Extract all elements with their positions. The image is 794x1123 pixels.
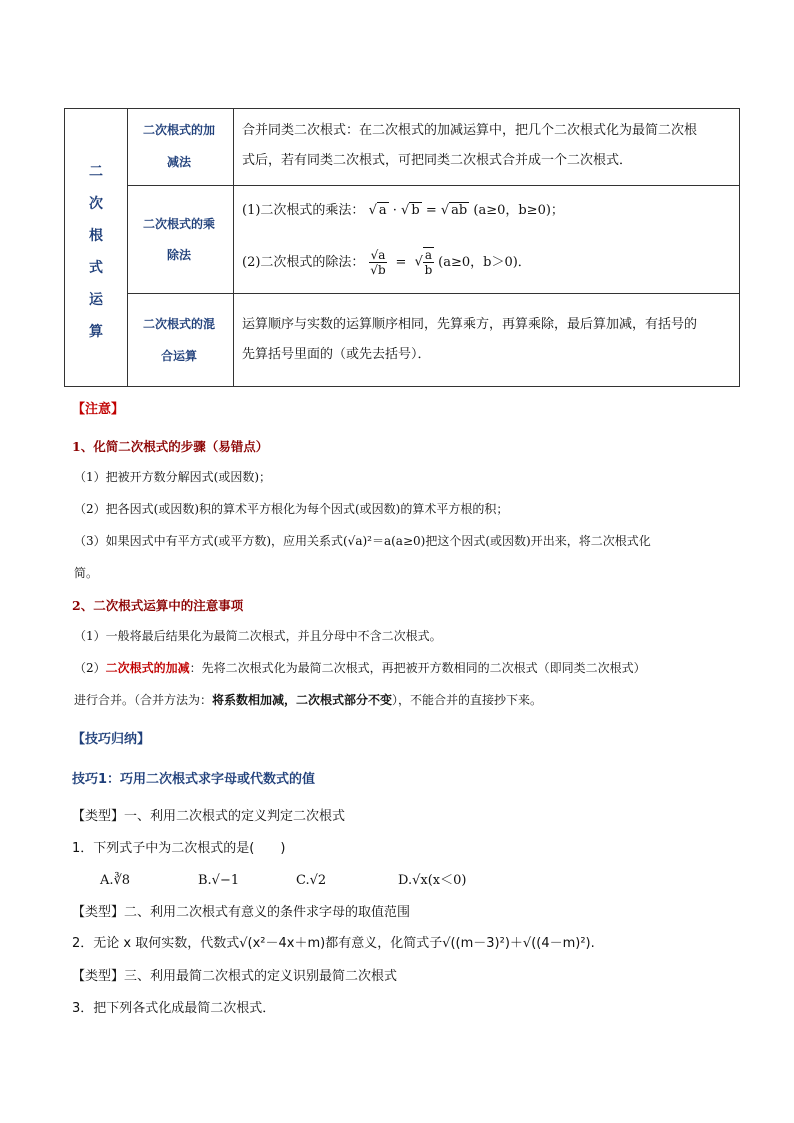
- rule-prefix: (2)二次根式的除法：: [242, 254, 365, 270]
- note-line: [74, 691, 542, 709]
- note-text: ：先将二次根式化为最简二次根式，再把被开方数相同的二次根式（即同类二次根式）: [189, 661, 646, 675]
- rule-condition: (a≥0，b≥0)；: [473, 203, 564, 218]
- row-subtitle: 减法: [166, 155, 191, 169]
- rule-prefix: (1)二次根式的乘法：: [242, 203, 365, 218]
- equals-sign: =: [395, 254, 407, 270]
- note-highlight: 将系数相加减，二次根式部分不变: [212, 693, 393, 707]
- row-subtitle: 二次根式的加: [142, 123, 215, 137]
- row-content: 式后，若有同类二次根式，可把同类二次根式合并成一个二次根式．: [242, 153, 633, 168]
- notes-header: 【注意】: [72, 402, 125, 417]
- row-subtitle: 二次根式的混: [142, 317, 215, 331]
- note-item-title: 2、二次根式运算中的注意事项: [72, 598, 244, 613]
- note-line: （1）一般将最后结果化为最简二次根式，并且分母中不含二次根式。: [74, 629, 442, 643]
- skills-header: 【技巧归纳】: [72, 732, 151, 747]
- note-line: 简。: [74, 566, 99, 580]
- note-line: [74, 659, 646, 677]
- question-type: 【类型】二、利用二次根式有意义的条件求字母的取值范围: [72, 905, 411, 920]
- table-divider: [127, 293, 739, 294]
- denominator: b: [377, 262, 386, 277]
- numerator: a: [424, 248, 433, 262]
- category-char: 根: [89, 228, 103, 244]
- row-subtitle: 除法: [166, 248, 191, 262]
- category-char: 二: [89, 164, 103, 180]
- row-content: 合并同类二次根式：在二次根式的加减运算中，把几个二次根式化为最简二次根: [242, 123, 698, 138]
- sqrt-ab: √ ab: [440, 203, 468, 218]
- question-type: 【类型】一、利用二次根式的定义判定二次根式: [72, 809, 346, 824]
- dot-operator: ·: [392, 203, 397, 218]
- option-d: D.√x(x＜0): [398, 873, 467, 888]
- row-subtitle: 二次根式的乘: [142, 217, 215, 231]
- division-rule: [242, 247, 531, 278]
- row-subtitle: 合运算: [160, 349, 197, 363]
- category-char: 式: [89, 260, 103, 276]
- sqrt-b: √ b: [401, 203, 420, 218]
- table-divider: [127, 185, 739, 186]
- denominator: b: [424, 263, 433, 277]
- note-line: （3）如果因式中有平方式(或平方数)，应用关系式(√a)²＝a(a≥0)把这个因式(或因数)开出来，将二次根式化: [74, 534, 651, 548]
- rule-condition: (a≥0，b＞0)．: [438, 254, 531, 270]
- question-3: 3．把下列各式化成最简二次根式．: [72, 1001, 276, 1016]
- category-char: 算: [89, 324, 103, 340]
- option-a: A.∛8: [100, 873, 131, 888]
- category-char: 运: [89, 292, 103, 308]
- note-line: （1）把被开方数分解因式(或因数)；: [74, 470, 271, 484]
- question-type: 【类型】三、利用最简二次根式的定义识别最简二次根式: [72, 969, 398, 984]
- table-divider: [233, 109, 234, 386]
- row-content: 先算括号里面的（或先去括号）．: [242, 347, 431, 362]
- note-highlight: 二次根式的加减: [105, 661, 190, 675]
- equals-sign: =: [425, 203, 437, 218]
- question-2: 2．无论 x 取何实数，代数式√(x²－4x＋m)都有意义，化简式子√((m－3)²)＋√((4－m)²).: [72, 936, 595, 951]
- fraction-sqrt: $\frac{√a}{√b}$: [370, 247, 386, 277]
- option-b: B.√−1: [198, 873, 240, 888]
- summary-table: [64, 108, 740, 387]
- note-prefix: （2）: [74, 661, 106, 675]
- multiplication-rule: [242, 196, 564, 226]
- sqrt-fraction: √ $\frac{a}{b}$: [414, 248, 433, 277]
- numerator: a: [378, 247, 386, 262]
- category-char: 次: [89, 196, 103, 212]
- note-text: 进行合并。（合并方法为：: [74, 693, 213, 707]
- option-c: C.√2: [296, 873, 327, 888]
- sqrt-a: √ a: [368, 203, 387, 218]
- table-divider: [127, 109, 128, 386]
- question-1: 1．下列式子中为二次根式的是( ): [72, 841, 286, 856]
- note-line: （2）把各因式(或因数)积的算术平方根化为每个因式(或因数)的算术平方根的积；: [74, 502, 509, 516]
- note-item-title: 1、化简二次根式的步骤（易错点）: [72, 439, 269, 454]
- skill-title: 技巧1：巧用二次根式求字母或代数式的值: [72, 772, 316, 787]
- note-text: ），不能合并的直接抄下来。: [392, 693, 543, 707]
- row-content: 运算顺序与实数的运算顺序相同，先算乘方，再算乘除，最后算加减，有括号的: [242, 317, 698, 332]
